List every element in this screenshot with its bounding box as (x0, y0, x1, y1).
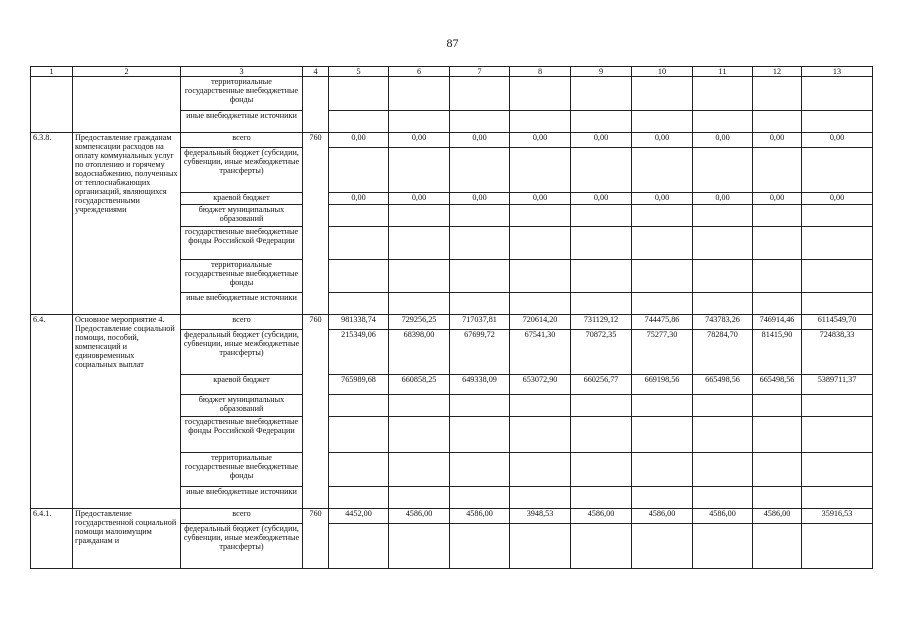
value-cell: 70872,35 (571, 330, 632, 375)
value-cell (693, 148, 753, 193)
column-header-2: 2 (73, 67, 181, 77)
value-cell (753, 293, 802, 315)
value-cell: 0,00 (329, 193, 389, 205)
value-cell (571, 260, 632, 293)
value-cell: 4586,00 (693, 509, 753, 524)
value-cell (389, 111, 450, 133)
value-cell (329, 524, 389, 569)
value-cell: 0,00 (329, 133, 389, 148)
item-name: Предоставление гражданам компенсации расходов на оплату коммунальных услуг по отоплению и горячему водоснабжению, полученных от теплоснабжающих организаций, являющихся государственными учреждениями (73, 133, 181, 315)
funding-source: федеральный бюджет (субсидии, субвенции, иные межбюджетные трансферты) (181, 148, 303, 193)
value-cell (389, 417, 450, 453)
value-cell: 669198,56 (632, 375, 693, 395)
value-cell: 0,00 (802, 133, 873, 148)
value-cell: 744475,86 (632, 315, 693, 330)
value-cell: 731129,12 (571, 315, 632, 330)
value-cell: 660858,25 (389, 375, 450, 395)
value-cell (510, 395, 571, 417)
value-cell (329, 77, 389, 111)
value-cell (329, 111, 389, 133)
value-cell: 665498,56 (693, 375, 753, 395)
value-cell (450, 417, 510, 453)
value-cell (329, 227, 389, 260)
value-cell (753, 453, 802, 487)
value-cell: 4586,00 (450, 509, 510, 524)
value-cell (329, 260, 389, 293)
value-cell: 743783,26 (693, 315, 753, 330)
value-cell (571, 77, 632, 111)
value-cell (632, 453, 693, 487)
value-cell (571, 205, 632, 227)
value-cell (571, 148, 632, 193)
item-name: Предоставление государственной социальной помощи малоимущим гражданам и (73, 509, 181, 569)
value-cell (450, 205, 510, 227)
budget-table (30, 66, 873, 569)
value-cell (329, 487, 389, 509)
value-cell (571, 487, 632, 509)
value-cell: 0,00 (753, 133, 802, 148)
value-cell: 4452,00 (329, 509, 389, 524)
funding-source: государственные внебюджетные фонды Российской Федерации (181, 227, 303, 260)
value-cell (450, 524, 510, 569)
value-cell (753, 227, 802, 260)
value-cell (802, 148, 873, 193)
value-cell (450, 227, 510, 260)
value-cell (693, 111, 753, 133)
value-cell: 0,00 (571, 193, 632, 205)
value-cell (802, 293, 873, 315)
value-cell: 0,00 (693, 133, 753, 148)
kbk-code (303, 77, 329, 133)
value-cell (802, 111, 873, 133)
value-cell (753, 260, 802, 293)
value-cell: 0,00 (450, 133, 510, 148)
value-cell (510, 524, 571, 569)
value-cell: 6114549,70 (802, 315, 873, 330)
value-cell: 78284,70 (693, 330, 753, 375)
value-cell (693, 260, 753, 293)
value-cell (753, 395, 802, 417)
value-cell (753, 77, 802, 111)
value-cell (510, 111, 571, 133)
value-cell: 0,00 (510, 193, 571, 205)
value-cell: 746914,46 (753, 315, 802, 330)
value-cell (693, 487, 753, 509)
value-cell (802, 205, 873, 227)
value-cell: 0,00 (389, 133, 450, 148)
value-cell (510, 148, 571, 193)
value-cell (753, 205, 802, 227)
funding-source: бюджет муниципальных образований (181, 205, 303, 227)
column-header-7: 7 (450, 67, 510, 77)
value-cell (753, 111, 802, 133)
value-cell: 67699,72 (450, 330, 510, 375)
value-cell (632, 395, 693, 417)
value-cell: 720614,20 (510, 315, 571, 330)
value-cell (389, 453, 450, 487)
funding-source: государственные внебюджетные фонды Российской Федерации (181, 417, 303, 453)
value-cell: 665498,56 (753, 375, 802, 395)
value-cell (450, 487, 510, 509)
value-cell (510, 293, 571, 315)
column-header-4: 4 (303, 67, 329, 77)
value-cell (389, 395, 450, 417)
value-cell: 724838,33 (802, 330, 873, 375)
value-cell: 3948,53 (510, 509, 571, 524)
value-cell (802, 417, 873, 453)
value-cell (510, 417, 571, 453)
value-cell: 67541,30 (510, 330, 571, 375)
value-cell (632, 111, 693, 133)
value-cell (571, 417, 632, 453)
value-cell: 0,00 (693, 193, 753, 205)
kbk-code: 760 (303, 315, 329, 509)
value-cell (632, 227, 693, 260)
item-name (73, 77, 181, 133)
funding-source: федеральный бюджет (субсидии, субвенции, иные межбюджетные трансферты) (181, 524, 303, 569)
value-cell (693, 524, 753, 569)
value-cell: 0,00 (753, 193, 802, 205)
value-cell (510, 487, 571, 509)
table-row (31, 315, 873, 330)
value-cell: 0,00 (510, 133, 571, 148)
value-cell (389, 205, 450, 227)
value-cell (632, 205, 693, 227)
value-cell (693, 395, 753, 417)
value-cell (693, 293, 753, 315)
value-cell (571, 227, 632, 260)
funding-source: краевой бюджет (181, 375, 303, 395)
value-cell: 5389711,37 (802, 375, 873, 395)
value-cell (450, 260, 510, 293)
value-cell (389, 524, 450, 569)
kbk-code: 760 (303, 133, 329, 315)
value-cell: 649338,09 (450, 375, 510, 395)
value-cell (802, 260, 873, 293)
table-row (31, 77, 873, 111)
value-cell (753, 524, 802, 569)
item-code: 6.4.1. (31, 509, 73, 569)
value-cell (389, 227, 450, 260)
funding-source: территориальные государственные внебюджетные фонды (181, 453, 303, 487)
value-cell: 0,00 (571, 133, 632, 148)
column-header-1: 1 (31, 67, 73, 77)
value-cell: 215349,06 (329, 330, 389, 375)
value-cell (329, 293, 389, 315)
value-cell (571, 111, 632, 133)
value-cell (632, 487, 693, 509)
value-cell (802, 227, 873, 260)
value-cell (753, 148, 802, 193)
value-cell (329, 395, 389, 417)
value-cell (802, 524, 873, 569)
value-cell (389, 77, 450, 111)
value-cell (510, 205, 571, 227)
funding-source: территориальные государственные внебюджетные фонды (181, 260, 303, 293)
value-cell (389, 293, 450, 315)
column-header-6: 6 (389, 67, 450, 77)
value-cell (802, 395, 873, 417)
column-header-3: 3 (181, 67, 303, 77)
funding-source: всего (181, 509, 303, 524)
value-cell: 4586,00 (753, 509, 802, 524)
value-cell: 717037,81 (450, 315, 510, 330)
value-cell (450, 77, 510, 111)
value-cell: 75277,30 (632, 330, 693, 375)
value-cell: 0,00 (389, 193, 450, 205)
value-cell (450, 453, 510, 487)
funding-source: иные внебюджетные источники (181, 111, 303, 133)
value-cell (753, 417, 802, 453)
value-cell (693, 205, 753, 227)
value-cell (389, 487, 450, 509)
column-header-13: 13 (802, 67, 873, 77)
value-cell: 729256,25 (389, 315, 450, 330)
value-cell (329, 148, 389, 193)
funding-source: бюджет муниципальных образований (181, 395, 303, 417)
value-cell: 660256,77 (571, 375, 632, 395)
value-cell (632, 77, 693, 111)
funding-source: всего (181, 315, 303, 330)
funding-source: иные внебюджетные источники (181, 487, 303, 509)
value-cell (450, 111, 510, 133)
value-cell: 35916,53 (802, 509, 873, 524)
value-cell: 653072,90 (510, 375, 571, 395)
value-cell (510, 260, 571, 293)
value-cell (693, 417, 753, 453)
item-code (31, 77, 73, 133)
value-cell (632, 260, 693, 293)
table-row (31, 509, 873, 524)
value-cell (693, 77, 753, 111)
funding-source: краевой бюджет (181, 193, 303, 205)
funding-source: территориальные государственные внебюджетные фонды (181, 77, 303, 111)
value-cell: 68398,00 (389, 330, 450, 375)
column-header-9: 9 (571, 67, 632, 77)
page-number: 87 (446, 36, 459, 50)
value-cell (329, 205, 389, 227)
item-code: 6.4. (31, 315, 73, 509)
value-cell: 0,00 (450, 193, 510, 205)
value-cell (571, 524, 632, 569)
value-cell (450, 293, 510, 315)
value-cell (802, 487, 873, 509)
value-cell (753, 487, 802, 509)
column-header-row (31, 67, 873, 77)
value-cell (510, 77, 571, 111)
value-cell (510, 453, 571, 487)
value-cell (329, 453, 389, 487)
funding-source: всего (181, 133, 303, 148)
value-cell (571, 453, 632, 487)
column-header-12: 12 (753, 67, 802, 77)
item-code: 6.3.8. (31, 133, 73, 315)
value-cell: 0,00 (802, 193, 873, 205)
value-cell (632, 524, 693, 569)
funding-source: федеральный бюджет (субсидии, субвенции, иные межбюджетные трансферты) (181, 330, 303, 375)
funding-source: иные внебюджетные источники (181, 293, 303, 315)
value-cell (802, 453, 873, 487)
value-cell: 765989,68 (329, 375, 389, 395)
value-cell (389, 260, 450, 293)
value-cell (632, 148, 693, 193)
column-header-8: 8 (510, 67, 571, 77)
table-row (31, 133, 873, 148)
value-cell (510, 227, 571, 260)
value-cell (802, 77, 873, 111)
value-cell: 4586,00 (571, 509, 632, 524)
value-cell: 4586,00 (632, 509, 693, 524)
kbk-code: 760 (303, 509, 329, 569)
value-cell: 81415,90 (753, 330, 802, 375)
value-cell (329, 417, 389, 453)
value-cell (571, 293, 632, 315)
value-cell (450, 395, 510, 417)
value-cell (632, 293, 693, 315)
value-cell (571, 395, 632, 417)
value-cell (693, 227, 753, 260)
item-name: Основное мероприятие 4. Предоставление социальной помощи, пособий, компенсаций и единовременных социальных выплат (73, 315, 181, 509)
value-cell: 0,00 (632, 133, 693, 148)
value-cell: 4586,00 (389, 509, 450, 524)
column-header-11: 11 (693, 67, 753, 77)
value-cell (389, 148, 450, 193)
value-cell: 0,00 (632, 193, 693, 205)
value-cell (450, 148, 510, 193)
value-cell (632, 417, 693, 453)
column-header-5: 5 (329, 67, 389, 77)
value-cell: 981338,74 (329, 315, 389, 330)
column-header-10: 10 (632, 67, 693, 77)
value-cell (693, 453, 753, 487)
